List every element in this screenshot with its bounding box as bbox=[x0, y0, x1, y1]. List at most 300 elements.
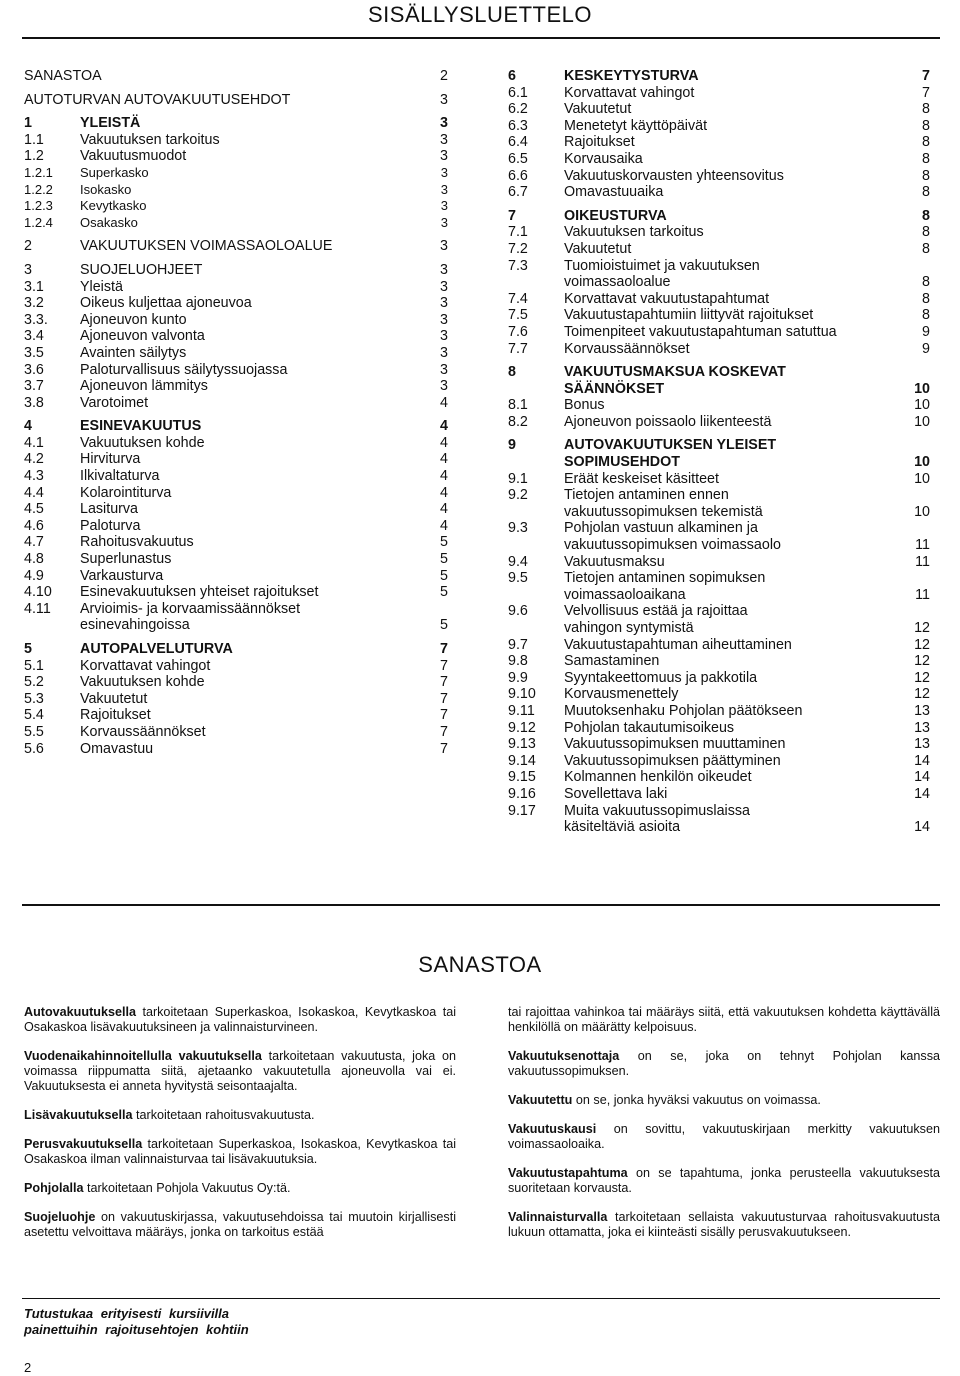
toc-number: 6.6 bbox=[508, 167, 528, 184]
toc-entry[interactable] bbox=[508, 703, 930, 720]
toc-number: 9.2 bbox=[508, 487, 528, 504]
toc-line bbox=[508, 437, 930, 454]
toc-line bbox=[24, 691, 448, 708]
toc-page-number: 3 bbox=[440, 198, 448, 214]
toc-title: OIKEUSTURVA bbox=[564, 207, 667, 224]
toc-title: Toimenpiteet vakuutustapahtuman satuttua bbox=[564, 323, 837, 340]
toc-entry[interactable] bbox=[24, 312, 448, 329]
toc-page-number: 3 bbox=[440, 295, 448, 312]
toc-entry[interactable] bbox=[24, 485, 448, 502]
toc-entry[interactable] bbox=[508, 487, 930, 520]
toc-entry[interactable] bbox=[24, 238, 448, 255]
toc-page-number: 8 bbox=[922, 307, 930, 324]
glossary-term: Pohjolalla bbox=[24, 1181, 84, 1195]
toc-entry[interactable] bbox=[508, 603, 930, 636]
toc-title: AUTOTURVAN AUTOVAKUUTUSEHDOT bbox=[24, 91, 291, 108]
glossary-definition: on se, joka on tehnyt Pohjolan kanssa vakuutussopimuksen. bbox=[508, 1049, 940, 1078]
toc-title: Syyntakeettomuus ja pakkotila bbox=[564, 669, 758, 686]
toc-title: Vakuutuskorvausten yhteensovitus bbox=[564, 167, 784, 184]
toc-entry[interactable] bbox=[24, 279, 448, 296]
toc-page-number: 12 bbox=[914, 636, 930, 653]
toc-number: 1.2.1 bbox=[24, 164, 53, 180]
glossary-entry bbox=[508, 1166, 940, 1196]
toc-number: 3.1 bbox=[24, 278, 44, 295]
toc-title: Korvaussäännökset bbox=[80, 723, 206, 740]
toc-number: 6 bbox=[508, 68, 516, 84]
toc-entry[interactable] bbox=[508, 184, 930, 201]
toc-page-number: 8 bbox=[922, 117, 930, 134]
toc-number: 4 bbox=[24, 418, 32, 435]
toc-page-number: 5 bbox=[440, 534, 448, 551]
glossary-definition: tai rajoittaa vahinkoa tai määräys siitä, että vakuutuksen kohdetta käyttävällä henkilöllä on määrätty kelpoisuus. bbox=[508, 1005, 940, 1034]
toc-line bbox=[508, 570, 930, 587]
toc-title: KESKEYTYSTURVA bbox=[564, 68, 699, 84]
toc-line bbox=[508, 68, 930, 85]
toc-page-number: 7 bbox=[440, 674, 448, 691]
toc-page-number: 13 bbox=[914, 702, 930, 719]
toc-number: 6.3 bbox=[508, 117, 528, 134]
toc-entry[interactable] bbox=[508, 224, 930, 241]
toc-title: Arvioimis- ja korvaamissäännökset bbox=[80, 600, 301, 617]
toc-line bbox=[508, 753, 930, 770]
page-title: SISÄLLYSLUETTELO bbox=[367, 2, 592, 27]
toc-entry[interactable] bbox=[24, 707, 448, 724]
toc-title: Oikeus kuljettaa ajoneuvoa bbox=[80, 295, 252, 312]
toc-line bbox=[508, 151, 930, 168]
toc-line bbox=[24, 501, 448, 518]
toc-line bbox=[508, 364, 930, 381]
toc-title: Eräät keskeiset käsitteet bbox=[564, 470, 719, 487]
toc-line bbox=[508, 620, 930, 637]
toc-page-number: 4 bbox=[440, 451, 448, 468]
toc-entry[interactable] bbox=[24, 451, 448, 468]
toc-title: Korvaussäännökset bbox=[564, 340, 690, 357]
toc-line bbox=[508, 414, 930, 431]
toc-entry[interactable] bbox=[24, 501, 448, 518]
toc-page-number: 11 bbox=[915, 537, 930, 554]
toc-title-continued: vakuutussopimuksen voimassaolo bbox=[564, 537, 781, 554]
toc-title: Superkasko bbox=[80, 164, 149, 180]
toc-line bbox=[508, 241, 930, 258]
toc-page-number: 8 bbox=[922, 150, 930, 167]
toc-entry[interactable] bbox=[24, 601, 448, 634]
toc-line bbox=[24, 601, 448, 618]
toc-title: Pohjolan takautumisoikeus bbox=[564, 719, 735, 736]
glossary-term: Vakuutettu bbox=[508, 1093, 573, 1107]
toc-number: 5.6 bbox=[24, 740, 44, 757]
note-line-2: painettuihin rajoitusehtojen kohtiin bbox=[24, 1322, 249, 1337]
toc-page-number: 13 bbox=[914, 719, 930, 736]
toc-number: 4.7 bbox=[24, 534, 44, 551]
toc-page-number: 8 bbox=[922, 274, 930, 291]
toc-entry[interactable] bbox=[508, 769, 930, 786]
toc-entry[interactable] bbox=[24, 658, 448, 675]
toc-line bbox=[508, 184, 930, 201]
toc-entry[interactable] bbox=[508, 118, 930, 135]
toc-entry[interactable] bbox=[508, 653, 930, 670]
toc-title-continued: SÄÄNNÖKSET bbox=[564, 380, 665, 397]
toc-entry[interactable] bbox=[24, 378, 448, 395]
toc-line bbox=[24, 92, 448, 109]
toc-entry[interactable] bbox=[508, 414, 930, 431]
toc-title: Korvattavat vakuutustapahtumat bbox=[564, 290, 770, 307]
toc-entry[interactable] bbox=[24, 165, 448, 182]
toc-entry[interactable] bbox=[24, 182, 448, 199]
toc-entry[interactable] bbox=[508, 803, 930, 836]
toc-title: Muutoksenhaku Pohjolan päätökseen bbox=[564, 702, 803, 719]
toc-number: 9.17 bbox=[508, 802, 536, 819]
toc-entry[interactable] bbox=[508, 670, 930, 687]
toc-page-number: 4 bbox=[440, 394, 448, 411]
glossary-term: Vuodenaikahinnoitellulla vakuutuksella bbox=[24, 1049, 262, 1063]
toc-entry[interactable] bbox=[508, 720, 930, 737]
toc-page-number: 12 bbox=[914, 620, 930, 636]
toc-entry[interactable] bbox=[508, 85, 930, 102]
toc-line bbox=[24, 551, 448, 568]
toc-page-number: 5 bbox=[440, 567, 448, 584]
toc-number: 9.15 bbox=[508, 769, 536, 786]
toc-number: 7.1 bbox=[508, 224, 528, 241]
toc-entry[interactable] bbox=[508, 471, 930, 488]
toc-entry[interactable] bbox=[24, 641, 448, 658]
toc-line bbox=[508, 670, 930, 687]
toc-page-number: 5 bbox=[440, 584, 448, 601]
toc-entry[interactable] bbox=[24, 468, 448, 485]
toc-title: VAKUUTUSMAKSUA KOSKEVAT bbox=[564, 364, 786, 381]
toc-line bbox=[24, 198, 448, 215]
toc-number: 1.2.2 bbox=[24, 181, 53, 197]
toc-entry[interactable] bbox=[508, 554, 930, 571]
toc-entry[interactable] bbox=[508, 364, 930, 397]
glossary-title: SANASTOA bbox=[418, 952, 542, 977]
toc-line bbox=[24, 362, 448, 379]
toc-page-number: 3 bbox=[440, 344, 448, 361]
toc-number: 2 bbox=[24, 238, 32, 255]
toc-page-number: 4 bbox=[440, 501, 448, 518]
glossary-definition: on se, jonka hyväksi vakuutus on voimassa. bbox=[572, 1093, 821, 1107]
toc-page-number: 3 bbox=[440, 131, 448, 148]
toc-title: Vakuutetut bbox=[564, 101, 632, 118]
toc-page-number: 9 bbox=[922, 340, 930, 357]
toc-line bbox=[24, 468, 448, 485]
toc-number: 9.13 bbox=[508, 736, 536, 753]
glossary-entry bbox=[24, 1137, 456, 1167]
toc-entry[interactable] bbox=[508, 686, 930, 703]
toc-number: 5 bbox=[24, 641, 32, 657]
toc-page-number: 8 bbox=[922, 101, 930, 118]
toc-line bbox=[508, 118, 930, 135]
toc-entry[interactable] bbox=[508, 753, 930, 770]
toc-title: Korvausmenettely bbox=[564, 686, 679, 703]
toc-title: Kevytkasko bbox=[80, 198, 147, 214]
toc-entry[interactable] bbox=[508, 786, 930, 803]
section-divider bbox=[22, 904, 940, 906]
toc-title: Vakuutuksen kohde bbox=[80, 674, 205, 691]
toc-entry[interactable] bbox=[508, 134, 930, 151]
toc-line bbox=[508, 520, 930, 537]
toc-line bbox=[508, 224, 930, 241]
toc-entry[interactable] bbox=[24, 518, 448, 535]
toc-line bbox=[508, 686, 930, 703]
toc-number: 9.7 bbox=[508, 636, 528, 653]
toc-title: Superlunastus bbox=[80, 551, 172, 568]
toc-entry[interactable] bbox=[508, 101, 930, 118]
toc-line bbox=[24, 262, 448, 279]
toc-page-number: 12 bbox=[914, 653, 930, 670]
toc-page-number: 11 bbox=[915, 586, 930, 603]
toc-entry[interactable] bbox=[508, 168, 930, 185]
toc-entry[interactable] bbox=[24, 534, 448, 551]
toc-line bbox=[24, 617, 448, 634]
toc-title: Korvattavat vahingot bbox=[80, 657, 211, 674]
toc-title: Samastaminen bbox=[564, 653, 660, 670]
toc-page-number: 3 bbox=[440, 181, 448, 197]
toc-title-continued: esinevahingoissa bbox=[80, 617, 190, 634]
toc-number: 7.2 bbox=[508, 240, 528, 257]
toc-number: 1.2.4 bbox=[24, 214, 53, 230]
toc-number: 3.5 bbox=[24, 344, 44, 361]
glossary-term: Valinnaisturvalla bbox=[508, 1210, 608, 1224]
toc-page-number: 3 bbox=[440, 91, 448, 108]
toc-entry[interactable] bbox=[24, 435, 448, 452]
glossary-definition: tarkoitetaan vakuutusta, joka on voimassa riippumatta siitä, ajetaanko vakuutetulla ajoneuvolla vai ei. Vakuutuksesta ei anneta hyvitystä seisontaajalta. bbox=[24, 1049, 456, 1093]
toc-line bbox=[508, 381, 930, 398]
toc-number: 3.6 bbox=[24, 361, 44, 378]
toc-page-number: 7 bbox=[922, 84, 930, 101]
toc-entry[interactable] bbox=[508, 637, 930, 654]
page-number: 2 bbox=[24, 1360, 32, 1375]
toc-number: 8.1 bbox=[508, 397, 528, 414]
toc-line bbox=[508, 537, 930, 554]
toc-entry[interactable] bbox=[24, 132, 448, 149]
toc-entry[interactable] bbox=[508, 437, 930, 470]
toc-page-number: 4 bbox=[440, 517, 448, 534]
glossary-term: Lisävakuutuksella bbox=[24, 1108, 133, 1122]
toc-line bbox=[508, 397, 930, 414]
toc-title: Bonus bbox=[564, 397, 605, 414]
toc-page-number: 7 bbox=[440, 707, 448, 724]
toc-entry[interactable] bbox=[24, 551, 448, 568]
toc-number: 1 bbox=[24, 115, 32, 132]
toc-page-number: 8 bbox=[922, 134, 930, 151]
toc-page-number: 3 bbox=[440, 361, 448, 378]
toc-line bbox=[508, 454, 930, 471]
toc-number: 4.1 bbox=[24, 434, 44, 451]
toc-number: 6.7 bbox=[508, 184, 528, 201]
toc-entry[interactable] bbox=[508, 258, 930, 291]
toc-entry[interactable] bbox=[508, 341, 930, 358]
toc-title: Muita vakuutussopimuslaissa bbox=[564, 802, 750, 819]
toc-line bbox=[508, 487, 930, 504]
toc-number: 4.8 bbox=[24, 551, 44, 568]
toc-entry[interactable] bbox=[24, 741, 448, 758]
toc-number: 9 bbox=[508, 437, 516, 454]
glossary-entry bbox=[508, 1005, 940, 1035]
toc-title: Vakuutusmaksu bbox=[564, 553, 665, 570]
toc-page-number: 3 bbox=[440, 115, 448, 132]
toc-line bbox=[508, 637, 930, 654]
toc-line bbox=[508, 101, 930, 118]
toc-entry[interactable] bbox=[508, 324, 930, 341]
toc-entry[interactable] bbox=[24, 418, 448, 435]
toc-number: 9.5 bbox=[508, 570, 528, 587]
toc-entry[interactable] bbox=[24, 148, 448, 165]
toc-page-number: 3 bbox=[440, 328, 448, 345]
toc-title: Ilkivaltaturva bbox=[80, 468, 160, 485]
toc-title: Kolarointiturva bbox=[80, 484, 172, 501]
glossary-definition: tarkoitetaan Pohjola Vakuutus Oy:tä. bbox=[83, 1181, 291, 1195]
toc-entry[interactable] bbox=[24, 584, 448, 601]
toc-line bbox=[24, 451, 448, 468]
toc-title: Vakuutustapahtuman aiheuttaminen bbox=[564, 636, 792, 653]
toc-number: 3.3. bbox=[24, 311, 48, 328]
toc-entry[interactable] bbox=[508, 570, 930, 603]
glossary-definition: tarkoitetaan Superkaskoa, Isokaskoa, Kevytkaskoa tai Osakaskoa lisävakuutuksineen ja valinnaisturvineen. bbox=[24, 1005, 456, 1034]
glossary-term: Autovakuutuksella bbox=[24, 1005, 136, 1019]
toc-entry[interactable] bbox=[508, 397, 930, 414]
toc-entry[interactable] bbox=[24, 691, 448, 708]
toc-line bbox=[508, 208, 930, 225]
toc-number: 4.4 bbox=[24, 484, 44, 501]
toc-line bbox=[24, 641, 448, 658]
toc-entry[interactable] bbox=[24, 395, 448, 412]
toc-entry[interactable] bbox=[24, 215, 448, 232]
toc-entry[interactable] bbox=[24, 568, 448, 585]
glossary-term: Perusvakuutuksella bbox=[24, 1137, 143, 1151]
toc-title: Tietojen antaminen ennen bbox=[564, 487, 729, 504]
toc-number: 4.5 bbox=[24, 501, 44, 518]
toc-line bbox=[24, 378, 448, 395]
toc-number: 9.6 bbox=[508, 603, 528, 620]
toc-line bbox=[508, 324, 930, 341]
toc-entry[interactable] bbox=[24, 198, 448, 215]
toc-number: 9.9 bbox=[508, 669, 528, 686]
toc-entry[interactable] bbox=[508, 208, 930, 225]
toc-title: AUTOVAKUUTUKSEN YLEISET bbox=[564, 437, 777, 454]
glossary-entry bbox=[508, 1049, 940, 1079]
glossary-definition: tarkoitetaan sellaista vakuutusturvaa rahoitusvakuutusta lukuun ottamatta, joka ei kiinteästi sisälly perusvakuutukseen. bbox=[508, 1210, 940, 1239]
toc-number: 9.12 bbox=[508, 719, 536, 736]
toc-entry[interactable] bbox=[508, 241, 930, 258]
toc-entry[interactable] bbox=[508, 68, 930, 85]
toc-entry[interactable] bbox=[24, 68, 448, 85]
glossary-entry bbox=[24, 1005, 456, 1035]
toc-number: 4.3 bbox=[24, 468, 44, 485]
toc-entry[interactable] bbox=[508, 151, 930, 168]
toc-page-number: 12 bbox=[914, 669, 930, 686]
toc-line bbox=[508, 587, 930, 604]
toc-number: 1.1 bbox=[24, 131, 44, 148]
toc-line bbox=[508, 736, 930, 753]
toc-entry[interactable] bbox=[24, 295, 448, 312]
toc-line bbox=[508, 603, 930, 620]
toc-entry[interactable] bbox=[24, 345, 448, 362]
glossary-entry bbox=[24, 1210, 456, 1240]
toc-line bbox=[508, 307, 930, 324]
toc-title: Ajoneuvon lämmitys bbox=[80, 378, 208, 395]
toc-line bbox=[508, 504, 930, 521]
toc-line bbox=[24, 328, 448, 345]
toc-line bbox=[24, 568, 448, 585]
toc-title-continued: vahingon syntymistä bbox=[564, 620, 694, 636]
toc-entry[interactable] bbox=[24, 674, 448, 691]
toc-entry[interactable] bbox=[24, 92, 448, 109]
toc-line bbox=[508, 653, 930, 670]
toc-entry[interactable] bbox=[508, 736, 930, 753]
toc-line bbox=[24, 68, 448, 85]
toc-page-number: 4 bbox=[440, 434, 448, 451]
glossary-entry bbox=[508, 1093, 940, 1108]
toc-entry[interactable] bbox=[508, 520, 930, 553]
toc-number: 9.1 bbox=[508, 470, 528, 487]
toc-line bbox=[508, 258, 930, 275]
toc-title: Esinevakuutuksen yhteiset rajoitukset bbox=[80, 584, 319, 601]
toc-page-number: 11 bbox=[915, 553, 930, 570]
toc-line bbox=[24, 534, 448, 551]
toc-number: 3.4 bbox=[24, 328, 44, 345]
toc-title: Yleistä bbox=[80, 278, 123, 295]
toc-title: Vakuutetut bbox=[80, 690, 148, 707]
toc-line bbox=[24, 182, 448, 199]
toc-line bbox=[24, 312, 448, 329]
toc-entry[interactable] bbox=[508, 291, 930, 308]
toc-number: 1.2.3 bbox=[24, 198, 53, 214]
toc-entry[interactable] bbox=[24, 262, 448, 279]
toc-title: Vakuutuksen tarkoitus bbox=[80, 131, 220, 148]
italic-note bbox=[24, 1306, 249, 1338]
toc-line bbox=[508, 471, 930, 488]
toc-title: Ajoneuvon valvonta bbox=[80, 328, 205, 345]
toc-line bbox=[508, 703, 930, 720]
toc-title: Ajoneuvon kunto bbox=[80, 311, 187, 328]
toc-title: Vakuutussopimuksen päättyminen bbox=[564, 752, 781, 769]
toc-line bbox=[508, 134, 930, 151]
toc-title: Rahoitusvakuutus bbox=[80, 534, 194, 551]
toc-title: Paloturva bbox=[80, 517, 141, 534]
toc-page-number: 10 bbox=[914, 397, 930, 414]
toc-entry[interactable] bbox=[24, 724, 448, 741]
toc-entry[interactable] bbox=[24, 328, 448, 345]
toc-entry[interactable] bbox=[508, 307, 930, 324]
toc-number: 6.1 bbox=[508, 84, 528, 101]
toc-number: 7.3 bbox=[508, 257, 528, 274]
toc-entry[interactable] bbox=[24, 362, 448, 379]
toc-number: 5.4 bbox=[24, 707, 44, 724]
toc-title: Avainten säilytys bbox=[80, 344, 187, 361]
toc-line bbox=[24, 345, 448, 362]
toc-number: 9.16 bbox=[508, 785, 536, 802]
toc-number: 7.7 bbox=[508, 340, 528, 357]
toc-title: Tuomioistuimet ja vakuutuksen bbox=[564, 257, 760, 274]
toc-title: ESINEVAKUUTUS bbox=[80, 418, 202, 435]
toc-page-number: 14 bbox=[914, 785, 930, 802]
toc-number: 5.5 bbox=[24, 723, 44, 740]
toc-line bbox=[24, 165, 448, 182]
glossary-entry bbox=[508, 1210, 940, 1240]
glossary-entry bbox=[24, 1108, 456, 1123]
toc-page-number: 12 bbox=[914, 686, 930, 703]
toc-page-number: 3 bbox=[440, 378, 448, 395]
toc-line bbox=[24, 485, 448, 502]
toc-line bbox=[24, 148, 448, 165]
toc-left-column bbox=[24, 68, 448, 757]
glossary-term: Suojeluohje bbox=[24, 1210, 96, 1224]
toc-entry[interactable] bbox=[24, 115, 448, 132]
toc-title-continued: voimassaoloalue bbox=[564, 274, 671, 291]
glossary-term: Vakuutuksenottaja bbox=[508, 1049, 620, 1063]
toc-title: Vakuutuksen kohde bbox=[80, 434, 205, 451]
toc-line bbox=[24, 674, 448, 691]
